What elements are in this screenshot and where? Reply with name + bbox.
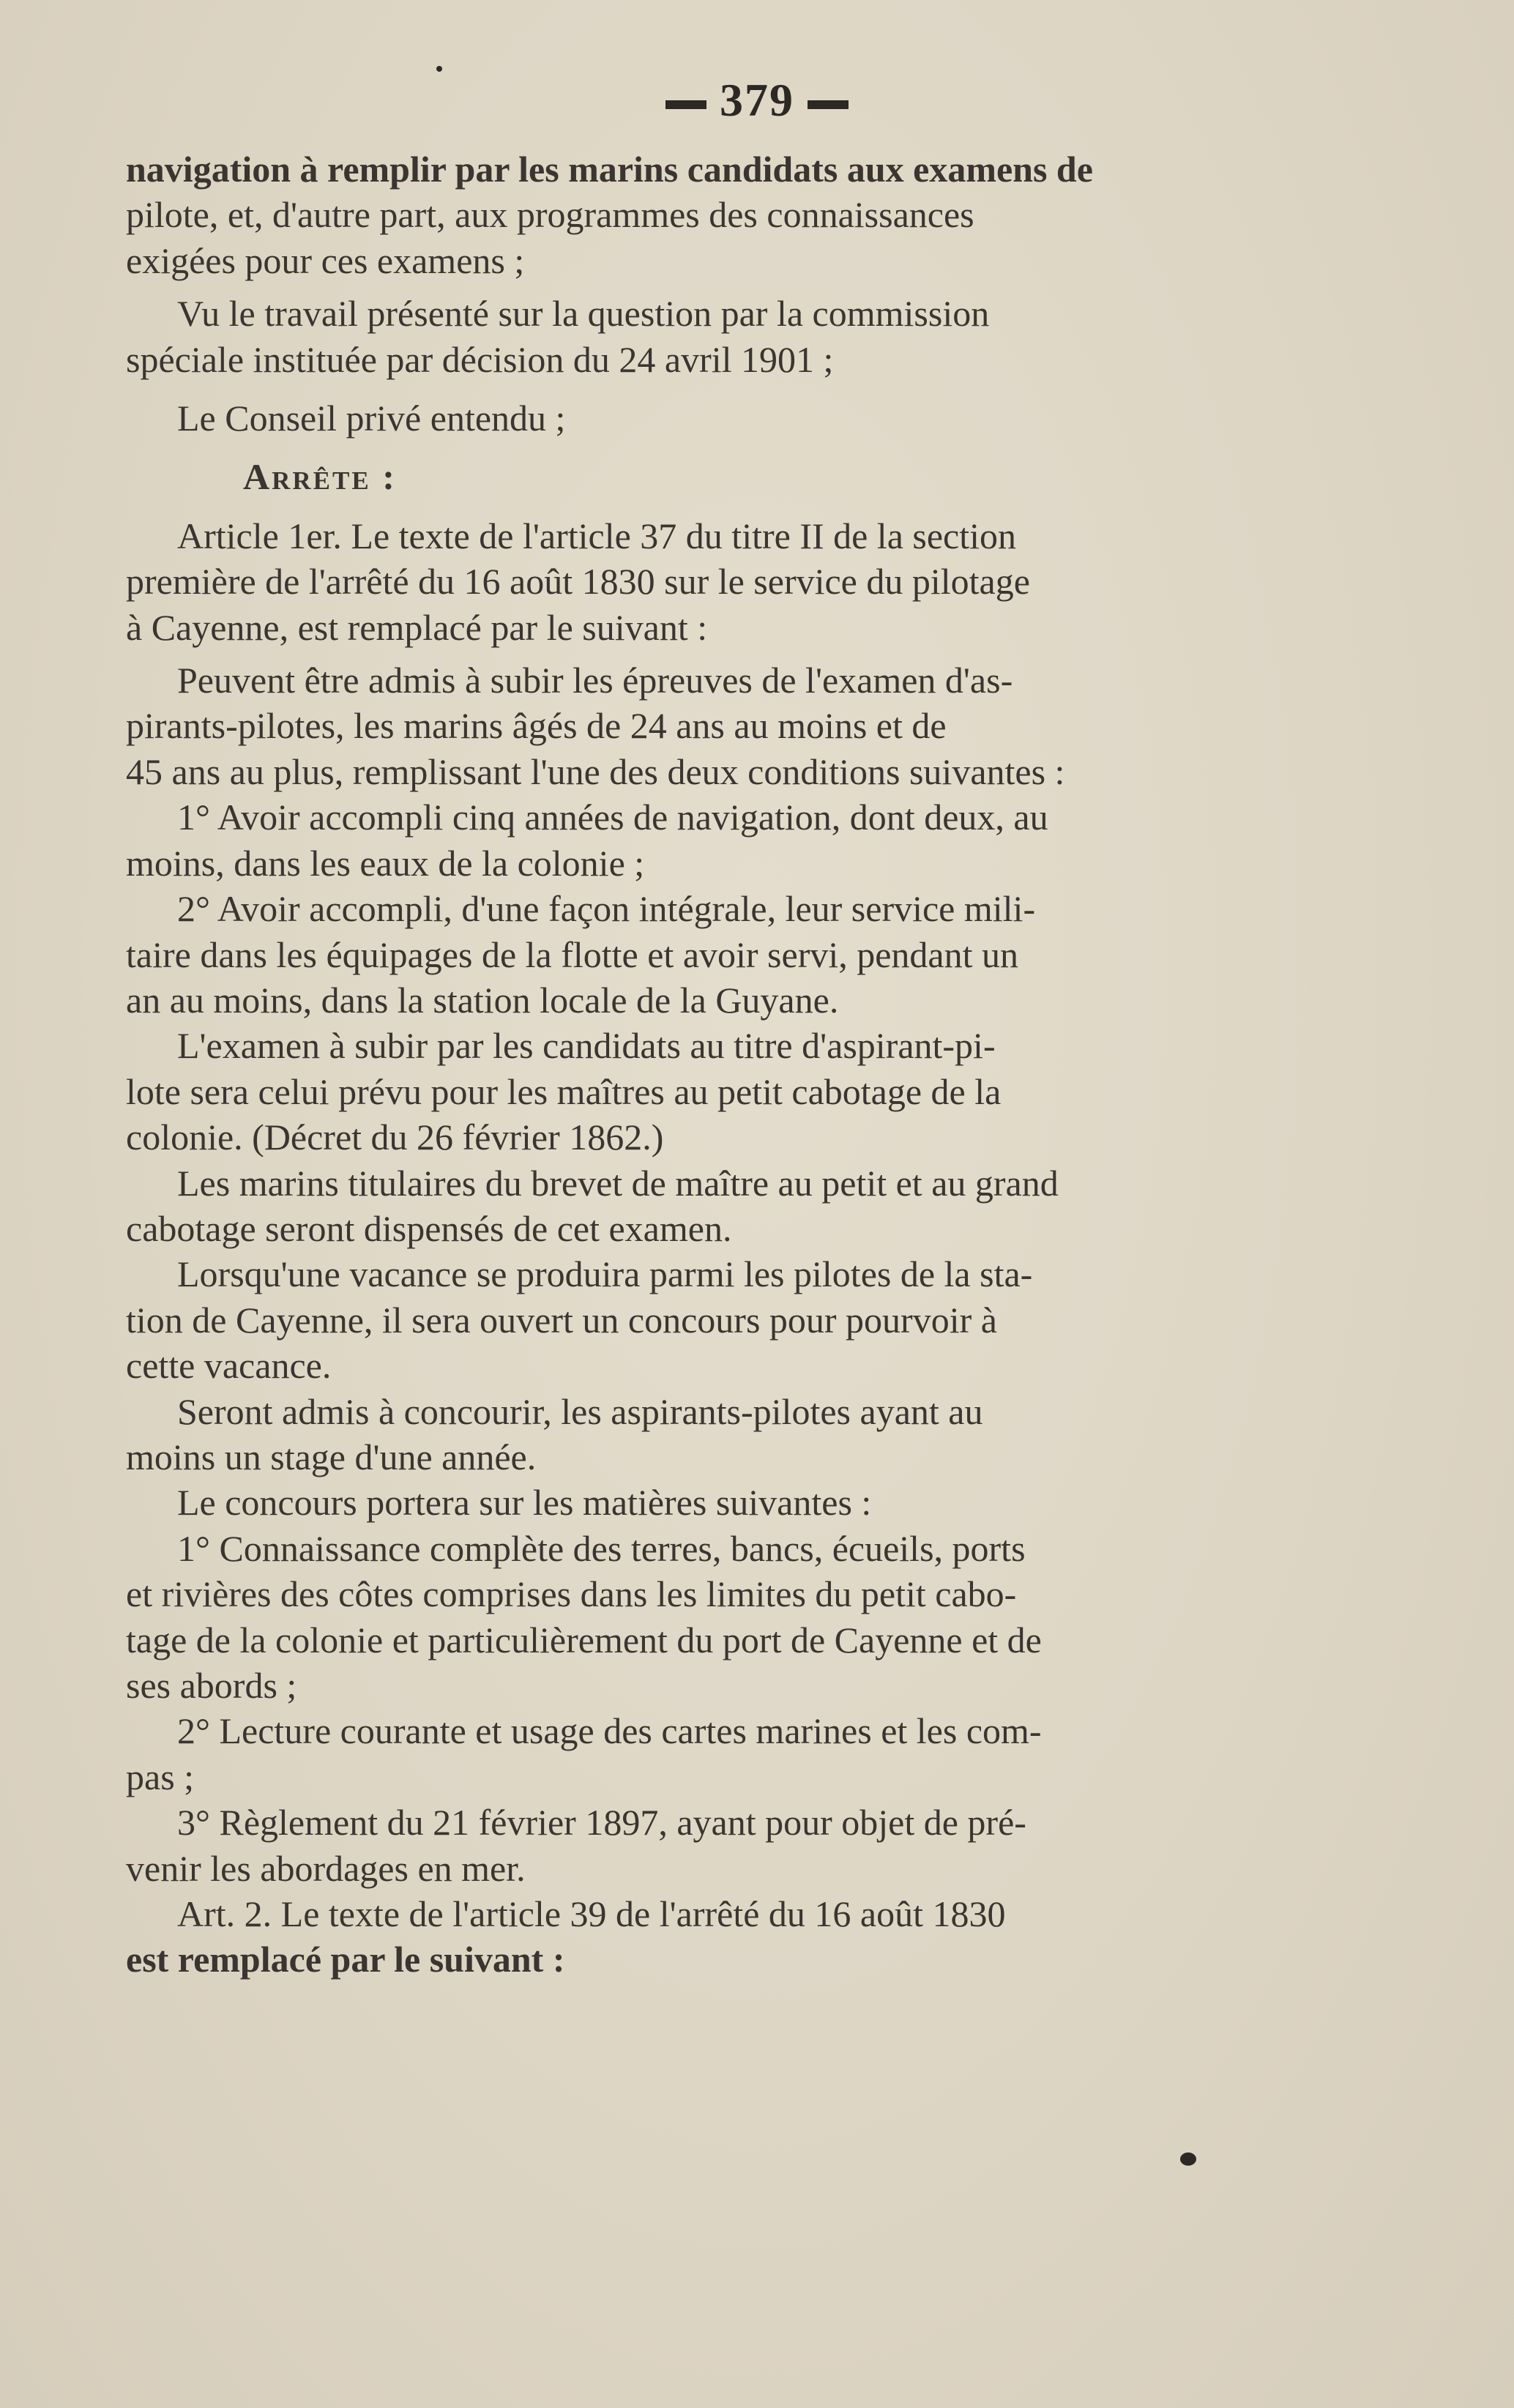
text-line: exigées pour ces examens ; [126,239,525,281]
text-line: pilote, et, d'autre part, aux programmes des connaissances [126,194,974,236]
text-line: tion de Cayenne, il sera ouvert un concours pour pourvoir à [126,1299,997,1341]
page-number-dash-left [665,100,706,109]
text-line: moins un stage d'une année. [126,1436,537,1477]
arrete-heading: Arrête : [243,456,397,498]
text-line: 45 ans au plus, remplissant l'une des deux conditions suivantes : [126,750,1065,792]
text-line: 1° Avoir accompli cinq années de navigation, dont deux, au [177,797,1048,838]
text-line: Les marins titulaires du brevet de maître au petit et au grand [177,1162,1059,1204]
page-number-value: 379 [720,74,794,126]
text-line: Article 1er. Le texte de l'article 37 du titre II de la section [177,515,1017,556]
text-line: ses abords ; [126,1665,297,1706]
text-line: taire dans les équipages de la flotte et avoir servi, pendant un [126,933,1019,975]
text-line: an au moins, dans la station locale de la Guyane. [126,979,839,1021]
body-text [126,146,1297,1983]
ink-speck [436,66,442,72]
text-line: cette vacance. [126,1345,332,1387]
text-line: lote sera celui prévu pour les maîtres au petit cabotage de la [126,1070,1002,1112]
text-line: Lorsqu'une vacance se produira parmi les pilotes de la sta- [177,1253,1033,1295]
text-line: 1° Connaissance complète des terres, bancs, écueils, ports [177,1527,1026,1569]
text-line: et rivières des côtes comprises dans les limites du petit cabo- [126,1573,1017,1615]
text-line: Le concours portera sur les matières suivantes : [177,1482,872,1524]
text-line: colonie. (Décret du 26 février 1862.) [126,1117,664,1158]
page-number [0,73,1514,127]
text-line: première de l'arrêté du 16 août 1830 sur le service du pilotage [126,561,1030,603]
page-number-dash-right [808,100,849,109]
text-line: cabotage seront dispensés de cet examen. [126,1207,732,1249]
text-line: 2° Avoir accompli, d'une façon intégrale, leur service mili- [177,888,1036,930]
text-line: navigation à remplir par les marins candidats aux examens de [126,149,1093,190]
text-line: tage de la colonie et particulièrement du port de Cayenne et de [126,1619,1042,1660]
text-line: Art. 2. Le texte de l'article 39 de l'arrêté du 16 août 1830 [177,1893,1006,1935]
text-line: Le Conseil privé entendu ; [177,398,566,439]
ink-speck [1180,2152,1196,2166]
text-line: L'examen à subir par les candidats au titre d'aspirant-pi- [177,1025,996,1067]
text-line: est remplacé par le suivant : [126,1939,565,1980]
text-line: pas ; [126,1756,195,1797]
text-line: venir les abordages en mer. [126,1847,526,1889]
text-line: moins, dans les eaux de la colonie ; [126,842,645,884]
text-line: Seront admis à concourir, les aspirants-pilotes ayant au [177,1390,983,1432]
text-line: à Cayenne, est remplacé par le suivant : [126,606,708,648]
text-line: spéciale instituée par décision du 24 avril 1901 ; [126,338,834,380]
text-line: 3° Règlement du 21 février 1897, ayant pour objet de pré- [177,1802,1026,1844]
text-line: Peuvent être admis à subir les épreuves de l'examen d'as- [177,660,1013,701]
text-line: Vu le travail présenté sur la question par la commission [177,293,990,335]
text-line: 2° Lecture courante et usage des cartes marines et les com- [177,1710,1042,1752]
text-line: pirants-pilotes, les marins âgés de 24 ans au moins et de [126,705,947,747]
